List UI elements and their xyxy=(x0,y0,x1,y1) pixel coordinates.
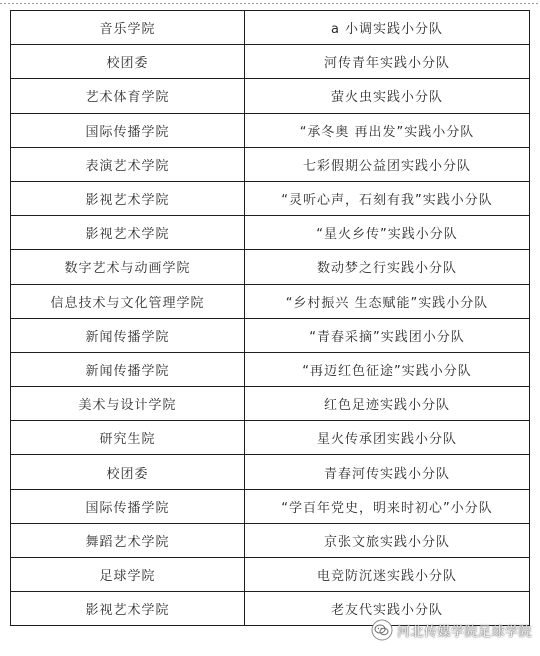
team-cell: “学百年党史，明来时初心”小分队 xyxy=(245,489,530,523)
college-cell: 信息技术与文化管理学院 xyxy=(11,284,245,318)
college-cell: 国际传播学院 xyxy=(11,489,245,523)
college-cell: 舞蹈艺术学院 xyxy=(11,523,245,557)
table-row xyxy=(11,45,530,79)
table-row xyxy=(11,352,530,386)
wechat-icon xyxy=(371,619,393,641)
table-body xyxy=(11,11,530,626)
team-cell: “灵听心声，石刻有我”实践小分队 xyxy=(245,181,530,215)
team-cell: 老友代实践小分队 xyxy=(245,592,530,626)
page-top-border xyxy=(0,3,540,5)
college-cell: 影视艺术学院 xyxy=(11,181,245,215)
college-cell: 美术与设计学院 xyxy=(11,387,245,421)
practice-team-table xyxy=(10,10,530,626)
table-row xyxy=(11,387,530,421)
college-cell: 新闻传播学院 xyxy=(11,318,245,352)
team-cell: “承冬奥 再出发”实践小分队 xyxy=(245,113,530,147)
table-row xyxy=(11,79,530,113)
team-cell: 星火传承团实践小分队 xyxy=(245,421,530,455)
team-cell: “星火乡传”实践小分队 xyxy=(245,216,530,250)
team-cell: 青春河传实践小分队 xyxy=(245,455,530,489)
college-cell: 数字艺术与动画学院 xyxy=(11,250,245,284)
table-row xyxy=(11,558,530,592)
college-cell: 新闻传播学院 xyxy=(11,352,245,386)
team-cell: 数动梦之行实践小分队 xyxy=(245,250,530,284)
watermark-text: 河北传媒学院足球学院 xyxy=(396,624,532,640)
college-cell: 艺术体育学院 xyxy=(11,79,245,113)
table-row xyxy=(11,455,530,489)
team-cell: 京张文旅实践小分队 xyxy=(245,523,530,557)
table-row xyxy=(11,489,530,523)
table-row xyxy=(11,11,530,45)
table-row xyxy=(11,147,530,181)
table-row xyxy=(11,523,530,557)
table-row xyxy=(11,421,530,455)
college-cell: 影视艺术学院 xyxy=(11,216,245,250)
team-cell: 河传青年实践小分队 xyxy=(245,45,530,79)
team-cell: 红色足迹实践小分队 xyxy=(245,387,530,421)
team-cell: a 小调实践小分队 xyxy=(245,11,530,45)
team-cell: 萤火虫实践小分队 xyxy=(245,79,530,113)
college-cell: 音乐学院 xyxy=(11,11,245,45)
wechat-watermark xyxy=(371,618,532,642)
table-row xyxy=(11,318,530,352)
team-cell: 七彩假期公益团实践小分队 xyxy=(245,147,530,181)
college-cell: 国际传播学院 xyxy=(11,113,245,147)
college-cell: 校团委 xyxy=(11,455,245,489)
table-row xyxy=(11,216,530,250)
table-row xyxy=(11,181,530,215)
table-row xyxy=(11,284,530,318)
college-cell: 校团委 xyxy=(11,45,245,79)
table-row xyxy=(11,113,530,147)
team-cell: “乡村振兴 生态赋能”实践小分队 xyxy=(245,284,530,318)
college-cell: 影视艺术学院 xyxy=(11,592,245,626)
team-cell: “再迈红色征途”实践小分队 xyxy=(245,352,530,386)
college-cell: 表演艺术学院 xyxy=(11,147,245,181)
college-cell: 研究生院 xyxy=(11,421,245,455)
team-cell: “青春采摘”实践团小分队 xyxy=(245,318,530,352)
table-row xyxy=(11,250,530,284)
college-cell: 足球学院 xyxy=(11,558,245,592)
team-cell: 电竞防沉迷实践小分队 xyxy=(245,558,530,592)
